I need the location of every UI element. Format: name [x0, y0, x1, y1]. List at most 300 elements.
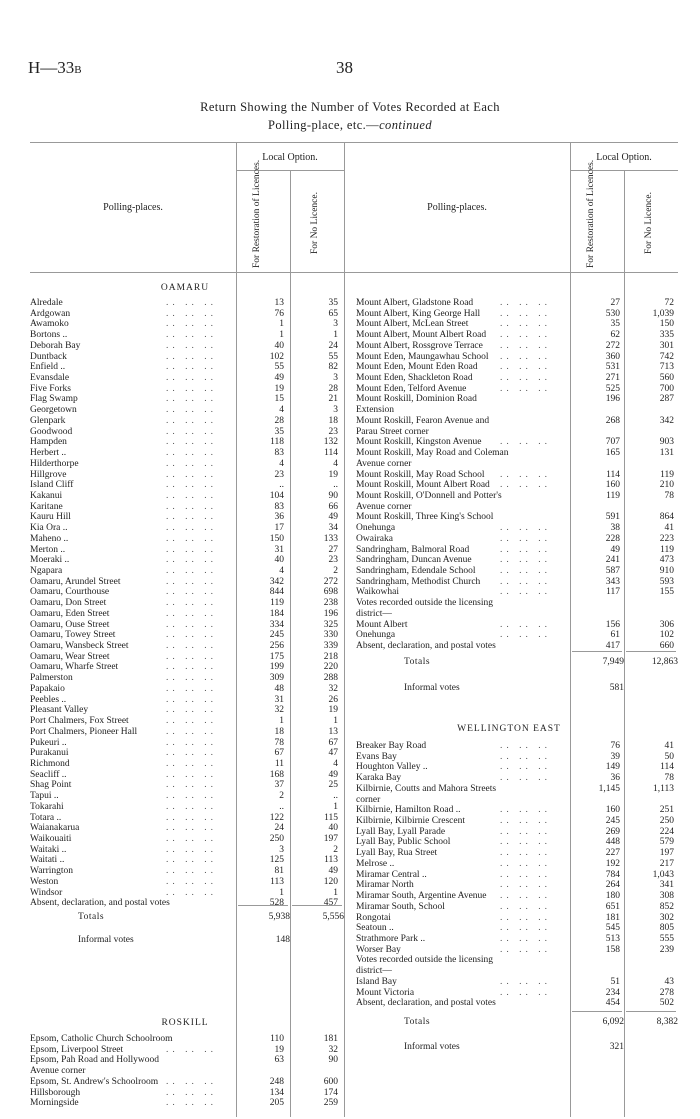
totals-label: Totals [78, 912, 105, 922]
restoration-votes: 83 [274, 448, 284, 459]
restoration-votes: 17 [274, 523, 284, 534]
no-licence-votes: 579 [659, 837, 674, 848]
table-row [30, 620, 338, 631]
restoration-votes: 15 [274, 394, 284, 405]
roskill-totals-rule-2 [626, 651, 676, 652]
table-row [356, 373, 674, 384]
polling-place-name: Worser Bay [356, 944, 401, 955]
polling-place-name: Epsom, St. Andrew's Schoolroom [30, 1076, 159, 1087]
leader-dots: .. .. .. [500, 523, 551, 534]
table-row [356, 384, 674, 395]
restoration-votes: .. [279, 480, 284, 491]
table-row [356, 502, 674, 513]
no-licence-votes: 325 [323, 619, 338, 630]
table-row [356, 762, 674, 773]
table-row [30, 577, 338, 588]
polling-place-name: Merton .. [30, 544, 66, 555]
no-licence-votes: 1 [333, 801, 338, 812]
leader-dots: .. .. .. [500, 587, 551, 598]
totals-restoration: 6,092 [602, 1017, 624, 1027]
no-licence-votes: 713 [659, 362, 674, 373]
wellington-totals-rule-2 [626, 1011, 676, 1012]
no-licence-votes: 742 [659, 351, 674, 362]
restoration-votes: 24 [274, 823, 284, 834]
table-row [30, 384, 338, 395]
restoration-votes: 35 [274, 426, 284, 437]
polling-place-name: Breaker Bay Road [356, 741, 427, 751]
no-licence-votes: 335 [659, 330, 674, 341]
no-licence-votes: 102 [659, 630, 674, 641]
totals-restoration: 5,938 [268, 912, 290, 922]
polling-place-name: Mount Roskill, Fearon Avenue and [356, 415, 490, 426]
polling-place-name: Absent, declaration, and postal votes [356, 998, 496, 1009]
restoration-votes: 272 [605, 340, 620, 351]
table-row [30, 341, 338, 352]
restoration-votes: 31 [274, 544, 284, 555]
page-number: 38 [336, 58, 353, 77]
leader-dots: .. .. .. [166, 694, 217, 705]
polling-place-name: Five Forks [30, 383, 71, 394]
no-licence-votes: 473 [659, 555, 674, 566]
table-row [356, 416, 674, 427]
restoration-votes: 4 [279, 458, 284, 469]
table-row [30, 1066, 338, 1077]
polling-place-name: Warrington [30, 866, 74, 877]
table-row [356, 437, 674, 448]
table-row [30, 598, 338, 609]
no-licence-votes: 341 [659, 880, 674, 891]
restoration-votes: 61 [610, 630, 620, 641]
no-licence-votes: 903 [659, 437, 674, 448]
table-row [356, 491, 674, 502]
no-licence-votes: 90 [328, 490, 338, 501]
no-licence-votes: 26 [328, 694, 338, 705]
polling-place-name: Richmond [30, 758, 70, 769]
polling-place-name: Waitaki .. [30, 844, 67, 855]
no-licence-votes: 287 [659, 394, 674, 405]
leader-dots: .. .. .. [500, 533, 551, 544]
leader-dots: .. .. .. [166, 555, 217, 566]
leader-dots: .. .. .. [166, 683, 217, 694]
polling-place-name: Kakanui [30, 490, 63, 501]
no-licence-votes: 239 [659, 944, 674, 955]
restoration-votes: 149 [605, 762, 620, 773]
leader-dots: .. .. .. [500, 437, 551, 448]
no-licence-votes: 65 [328, 308, 338, 319]
no-licence-votes: 217 [659, 858, 674, 869]
restoration-votes: 1,145 [598, 783, 620, 794]
table-row [356, 405, 674, 416]
polling-place-name: Absent, declaration, and postal votes [356, 641, 496, 652]
restoration-header-left: For Restoration of Licences. [252, 159, 262, 268]
polling-place-name: Port Chalmers, Pioneer Hall [30, 726, 138, 737]
polling-place-name: Shag Point [30, 780, 72, 791]
totals-label: Totals [404, 1017, 431, 1027]
leader-dots: .. .. .. [166, 415, 217, 426]
leader-dots: .. .. .. [166, 383, 217, 394]
polling-place-name: Pukeuri .. [30, 737, 67, 748]
polling-place-name: Lyall Bay, Lyall Parade [356, 826, 446, 837]
polling-place-name: Kilbirnie, Coutts and Mahora Streets [356, 783, 497, 794]
polling-place-name: Mount Albert, King George Hall [356, 308, 481, 319]
table-row [356, 512, 674, 523]
no-licence-votes: 41 [664, 523, 674, 534]
polling-place-name: Mount Albert, Rossgrove Terrace [356, 340, 483, 351]
leader-dots: .. .. .. [166, 662, 217, 673]
restoration-votes: 271 [605, 373, 620, 384]
restoration-votes: 150 [269, 533, 284, 544]
polling-place-name: Kia Ora .. [30, 523, 68, 534]
no-licence-header-left: For No Licence. [310, 192, 320, 254]
leader-dots: .. .. .. [166, 330, 217, 341]
restoration-votes: 156 [605, 619, 620, 630]
table-row [356, 298, 674, 309]
polling-place-name: Awamoko [30, 319, 69, 330]
restoration-votes: 205 [269, 1098, 284, 1109]
leader-dots: .. .. .. [500, 373, 551, 384]
no-licence-votes: 210 [659, 480, 674, 491]
no-licence-votes: 174 [323, 1087, 338, 1098]
no-licence-votes: 224 [659, 826, 674, 837]
polling-place-name: Sandringham, Balmoral Road [356, 544, 470, 555]
no-licence-votes: 23 [328, 426, 338, 437]
table-row [30, 309, 338, 320]
restoration-votes: 158 [605, 944, 620, 955]
polling-place-name: Waianakarua [30, 823, 80, 834]
polling-place-name: Mount Albert [356, 619, 408, 630]
leader-dots: .. .. .. [500, 762, 551, 773]
totals-no-licence: 8,382 [656, 1017, 678, 1027]
informal-value: 581 [609, 683, 624, 693]
document-reference [28, 58, 82, 78]
table-row [356, 470, 674, 481]
no-licence-votes: 119 [660, 469, 674, 480]
restoration-votes: 199 [269, 662, 284, 673]
restoration-votes: 63 [274, 1055, 284, 1066]
polling-place-name: Votes recorded outside the licensing [356, 598, 494, 609]
table-row [356, 923, 674, 934]
restoration-votes: 454 [605, 998, 620, 1009]
table-row [30, 695, 338, 706]
restoration-votes: 51 [610, 976, 620, 987]
no-licence-votes: 21 [328, 394, 338, 405]
table-row [30, 427, 338, 438]
table-row [356, 816, 674, 827]
polling-place-name: Mount Eden, Telford Avenue [356, 383, 467, 394]
restoration-votes: 545 [605, 923, 620, 934]
no-licence-votes: 40 [328, 823, 338, 834]
no-licence-votes: 223 [659, 533, 674, 544]
polling-place-name: Totara .. [30, 812, 62, 823]
leader-dots: .. .. .. [166, 362, 217, 373]
leader-dots: .. .. .. [166, 340, 217, 351]
no-licence-votes: 301 [659, 340, 674, 351]
polling-place-name: Mount Albert, Gladstone Road [356, 298, 474, 308]
polling-place-name: Mount Eden, Mount Eden Road [356, 362, 478, 373]
leader-dots: .. .. .. [500, 566, 551, 576]
header-bottom-rule [30, 272, 678, 273]
no-licence-votes: 238 [323, 598, 338, 609]
restoration-votes: 160 [605, 480, 620, 491]
restoration-votes: 35 [610, 319, 620, 330]
no-licence-votes: 306 [659, 619, 674, 630]
polling-place-name: Ardgowan [30, 308, 71, 319]
polling-place-name: Windsor [30, 887, 63, 898]
leader-dots: .. .. .. [166, 426, 217, 437]
table-row [30, 555, 338, 566]
polling-place-name: Glenpark [30, 415, 66, 426]
restoration-votes: 165 [605, 448, 620, 459]
center-divider [344, 142, 345, 1117]
restoration-votes: 245 [605, 816, 620, 827]
no-licence-votes: 220 [323, 662, 338, 673]
polling-place-name: Seacliff .. [30, 769, 67, 780]
restoration-votes: 117 [606, 587, 620, 598]
section-title-oamaru: OAMARU [160, 283, 210, 293]
polling-place-name: Miramar South, School [356, 901, 445, 912]
leader-dots: .. .. .. [166, 298, 217, 308]
no-licence-votes: 47 [328, 748, 338, 759]
leader-dots: .. .. .. [166, 844, 217, 855]
restoration-votes: 4 [279, 405, 284, 416]
leader-dots: .. .. .. [500, 576, 551, 587]
no-licence-votes: 2 [333, 844, 338, 855]
restoration-votes: 104 [269, 490, 284, 501]
table-row [30, 405, 338, 416]
no-licence-votes: 1 [333, 330, 338, 341]
restoration-votes: 784 [605, 869, 620, 880]
table-row [356, 587, 674, 598]
no-licence-votes: 4 [333, 458, 338, 469]
table-row [356, 848, 674, 859]
table-row [30, 1077, 338, 1088]
leader-dots: .. .. .. [500, 555, 551, 566]
no-licence-votes: 600 [323, 1076, 338, 1087]
restoration-votes: 591 [605, 512, 620, 523]
polling-place-name: Epsom, Liverpool Street [30, 1044, 124, 1055]
no-licence-votes: 259 [323, 1098, 338, 1109]
leader-dots: .. .. .. [500, 923, 551, 934]
polling-place-name: Lyall Bay, Public School [356, 837, 451, 848]
leader-dots: .. .. .. [166, 705, 217, 716]
restoration-votes: 31 [274, 694, 284, 705]
no-licence-votes: 3 [333, 405, 338, 416]
table-row [30, 770, 338, 781]
restoration-votes: 334 [269, 619, 284, 630]
no-licence-votes: 308 [659, 891, 674, 902]
restoration-votes: 114 [606, 469, 620, 480]
restoration-votes: 19 [274, 1044, 284, 1055]
polling-place-name: Hampden [30, 437, 67, 448]
polling-place-name: Miramar South, Argentine Avenue [356, 891, 487, 902]
no-licence-votes: 49 [328, 512, 338, 523]
table-row [356, 630, 674, 641]
no-licence-votes: 49 [328, 769, 338, 780]
leader-dots: .. .. .. [166, 1087, 217, 1098]
polling-place-name: Sandringham, Duncan Avenue [356, 555, 472, 566]
restoration-votes: 36 [610, 773, 620, 784]
leader-dots: .. .. .. [166, 758, 217, 769]
table-row [30, 662, 338, 673]
polling-place-name: Hilderthorpe [30, 458, 79, 469]
table-row [30, 898, 338, 909]
no-licence-votes: 18 [328, 415, 338, 426]
table-row [356, 362, 674, 373]
table-row [30, 802, 338, 813]
restoration-votes: 844 [269, 587, 284, 598]
table-row [30, 813, 338, 824]
table-title-continued [0, 116, 700, 134]
reference-main: H—33 [28, 58, 75, 77]
restoration-votes: 40 [274, 555, 284, 566]
table-row [30, 673, 338, 684]
no-licence-votes: 90 [328, 1055, 338, 1066]
no-licence-votes: 3 [333, 319, 338, 330]
table-row [30, 791, 338, 802]
title-prefix: Polling-place, etc.— [267, 118, 380, 132]
totals-no-licence: 12,863 [651, 657, 678, 667]
polling-place-name: Mount Eden, Shackleton Road [356, 373, 473, 384]
restoration-votes: 309 [269, 673, 284, 684]
table-row [356, 598, 674, 609]
no-licence-votes: 35 [328, 298, 338, 308]
no-licence-votes: 19 [328, 705, 338, 716]
leader-dots: .. .. .. [500, 933, 551, 944]
polling-place-name: Melrose .. [356, 858, 395, 869]
table-row [356, 795, 674, 806]
table-row [356, 545, 674, 556]
polling-place-name: Herbert .. [30, 448, 67, 459]
no-licence-votes: 67 [328, 737, 338, 748]
table-row [30, 1098, 338, 1109]
table-row [356, 523, 674, 534]
polling-place-name: Peebles .. [30, 694, 67, 705]
leader-dots: .. .. .. [500, 805, 551, 816]
no-licence-votes: 114 [660, 762, 674, 773]
polling-place-name: Ngapara [30, 566, 63, 576]
table-row [30, 845, 338, 856]
polling-place-name: Flag Swamp [30, 394, 78, 405]
no-licence-votes: 457 [323, 898, 338, 909]
restoration-votes: 1 [279, 887, 284, 898]
leader-dots: .. .. .. [500, 340, 551, 351]
leader-dots: .. .. .. [166, 501, 217, 512]
leader-dots: .. .. .. [500, 826, 551, 837]
oamaru-informal-row [30, 935, 340, 946]
table-row [356, 577, 674, 588]
leader-dots: .. .. .. [166, 673, 217, 684]
restoration-votes: 40 [274, 340, 284, 351]
restoration-votes: 268 [605, 415, 620, 426]
table-row [30, 480, 338, 491]
restoration-votes: 37 [274, 780, 284, 791]
no-licence-votes: 288 [323, 673, 338, 684]
leader-dots: .. .. .. [166, 887, 217, 898]
restoration-votes: 18 [274, 726, 284, 737]
leader-dots: .. .. .. [166, 716, 217, 727]
table-row [30, 1088, 338, 1099]
leader-dots: .. .. .. [166, 769, 217, 780]
restoration-votes: 227 [605, 848, 620, 859]
totals-no-licence: 5,556 [322, 912, 344, 922]
table-row [30, 545, 338, 556]
restoration-votes: 181 [605, 912, 620, 923]
table-row [30, 491, 338, 502]
table-row [356, 955, 674, 966]
leader-dots: .. .. .. [500, 944, 551, 955]
no-licence-votes: 132 [323, 437, 338, 448]
table-row [30, 866, 338, 877]
table-row [356, 880, 674, 891]
leader-dots: .. .. .. [166, 823, 217, 834]
table-row [356, 998, 674, 1009]
leader-dots: .. .. .. [166, 598, 217, 609]
leader-dots: .. .. .. [166, 373, 217, 384]
no-licence-votes: 342 [659, 415, 674, 426]
polling-place-name: district— [356, 608, 392, 619]
polling-place-name: Evansdale [30, 373, 70, 384]
polling-place-name: Waikowhai [356, 587, 400, 598]
table-row [356, 448, 674, 459]
polling-place-name: Mount Victoria [356, 987, 415, 998]
leader-dots: .. .. .. [166, 523, 217, 534]
leader-dots: .. .. .. [166, 351, 217, 362]
restoration-votes: 4 [279, 566, 284, 576]
table-row [356, 609, 674, 620]
table-title: Return Showing the Number of Votes Recorded at Each [200, 100, 500, 114]
polling-place-name: Votes recorded outside the licensing [356, 955, 494, 966]
title-continued-word: continued [379, 118, 432, 132]
no-licence-votes: 119 [660, 544, 674, 555]
leader-dots: .. .. .. [166, 855, 217, 866]
restoration-votes: 49 [610, 544, 620, 555]
restoration-votes: 125 [269, 855, 284, 866]
restoration-votes: 530 [605, 308, 620, 319]
restoration-votes: 38 [610, 523, 620, 534]
table-row [356, 945, 674, 956]
leader-dots: .. .. .. [500, 880, 551, 891]
polling-place-name: Miramar Central .. [356, 869, 427, 880]
no-licence-votes: 150 [659, 319, 674, 330]
polling-place-name: Karaka Bay [356, 773, 402, 784]
table-row [30, 416, 338, 427]
informal-value: 148 [275, 935, 290, 945]
leader-dots: .. .. .. [500, 816, 551, 827]
no-licence-votes: 78 [664, 773, 674, 784]
polling-place-name: Oamaru, Ouse Street [30, 619, 110, 630]
polling-place-name: Island Bay [356, 976, 397, 987]
restoration-votes: 448 [605, 837, 620, 848]
no-licence-votes: 1 [333, 716, 338, 727]
polling-place-name: Absent, declaration, and postal votes [30, 898, 170, 909]
leader-dots: .. .. .. [166, 512, 217, 523]
leader-dots: .. .. .. [500, 469, 551, 480]
polling-place-name: Kilbirnie, Hamilton Road .. [356, 805, 461, 816]
table-row [356, 459, 674, 470]
table-row [30, 319, 338, 330]
leader-dots: .. .. .. [166, 780, 217, 791]
polling-place-name: Miramar North [356, 880, 414, 891]
no-licence-votes: .. [333, 480, 338, 491]
leader-dots: .. .. .. [166, 437, 217, 448]
polling-place-name: Epsom, Pah Road and Hollywood [30, 1055, 160, 1066]
no-licence-votes: 4 [333, 758, 338, 769]
polling-place-name: Sandringham, Methodist Church [356, 576, 481, 587]
restoration-votes: 196 [605, 394, 620, 405]
table-row [356, 859, 674, 870]
leader-dots: .. .. .. [500, 912, 551, 923]
table-row [30, 587, 338, 598]
